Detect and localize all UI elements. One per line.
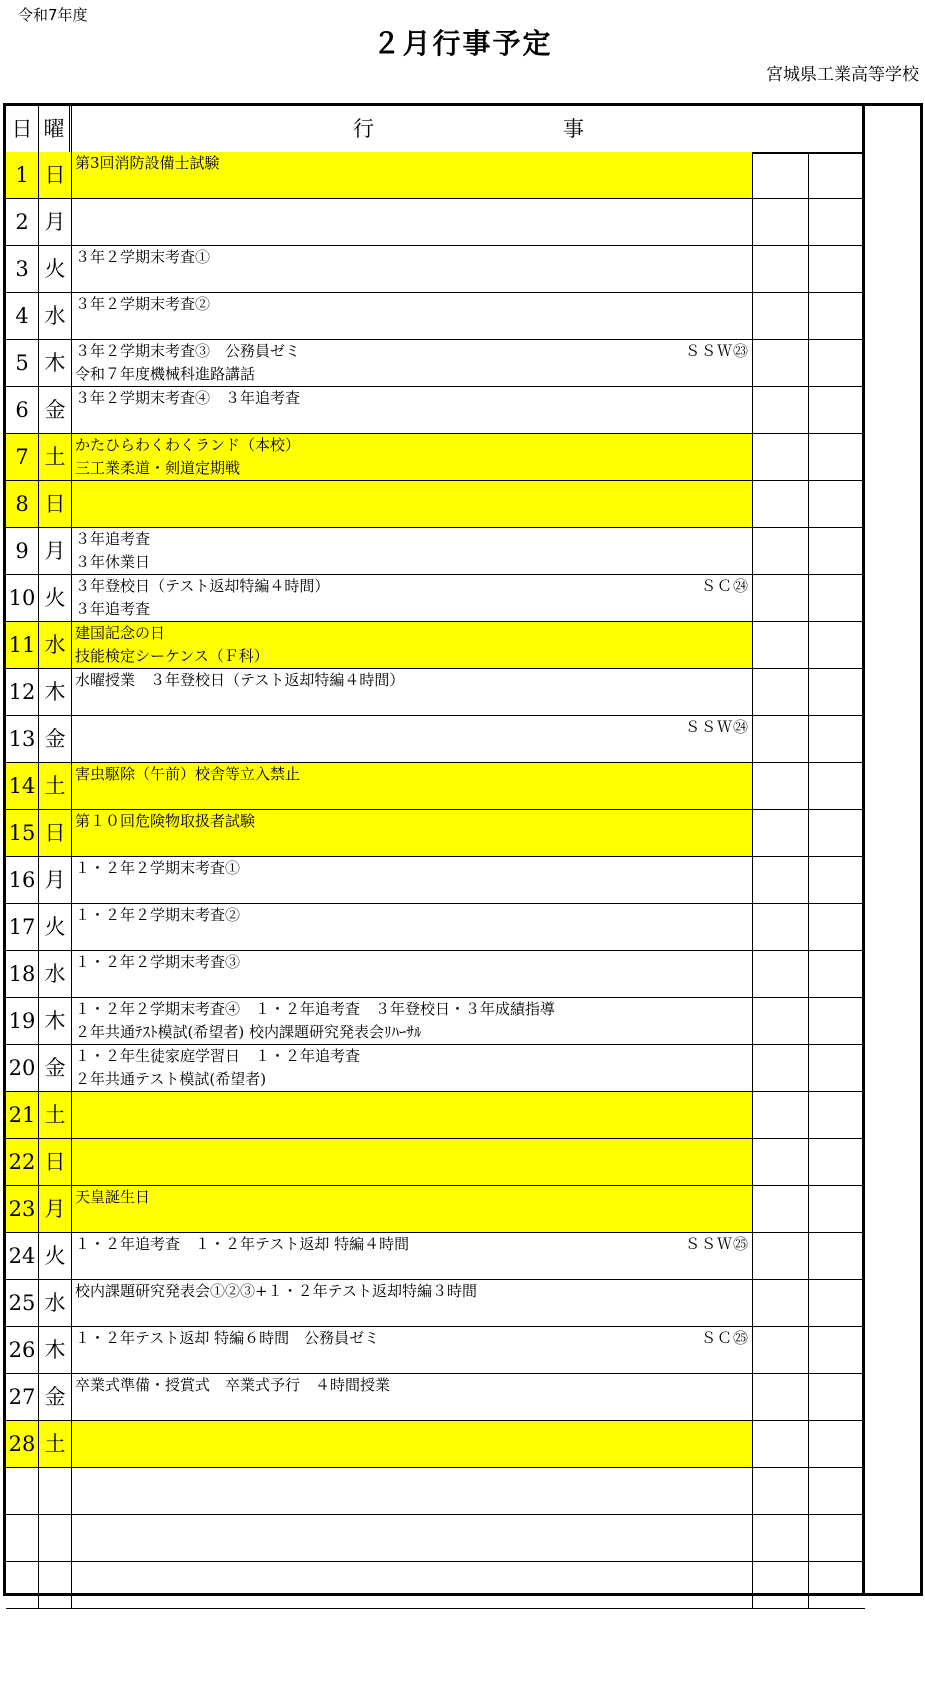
counselor-tag: ＳＣ㉕ <box>700 1329 749 1347</box>
blank-cell <box>753 622 809 668</box>
event-line-1 <box>75 1092 752 1115</box>
blank-cell <box>753 434 809 480</box>
event-cell <box>72 340 753 386</box>
header-events <box>72 106 865 152</box>
event-cell <box>72 1374 753 1420</box>
weekday: 金 <box>39 387 72 433</box>
table-row <box>6 1280 865 1327</box>
event-cell <box>72 1421 753 1467</box>
day-number: 1 <box>6 152 39 198</box>
day-number: 17 <box>6 904 39 950</box>
blank-cell <box>753 481 809 527</box>
event-line-2 <box>75 410 752 433</box>
table-row <box>6 1233 865 1280</box>
event-line-2: ２年共通ﾃｽﾄ模試(希望者) 校内課題研究発表会ﾘﾊｰｻﾙ <box>75 1023 422 1041</box>
counselor-tag: ＳＳＷ㉔ <box>684 718 749 736</box>
blank-cell <box>753 763 809 809</box>
day-number: 23 <box>6 1186 39 1232</box>
blank-cell <box>753 857 809 903</box>
event-cell <box>72 1045 753 1091</box>
table-row <box>6 528 865 575</box>
event-cell <box>72 1186 753 1232</box>
event-line-1 <box>75 1139 752 1162</box>
weekday: 土 <box>39 1092 72 1138</box>
table-row <box>6 199 865 246</box>
event-cell <box>72 1515 753 1561</box>
blank-cell <box>753 1562 809 1608</box>
event-cell <box>72 951 753 997</box>
event-line-2 <box>75 316 752 339</box>
event-line-1: ３年登校日（テスト返却特編４時間） <box>75 577 330 595</box>
event-line-1: ３年２学期末考査③ 公務員ゼミ <box>75 342 301 360</box>
blank-cell <box>753 199 809 245</box>
day-number: 6 <box>6 387 39 433</box>
weekday: 日 <box>39 1139 72 1185</box>
blank-cell <box>753 1515 809 1561</box>
event-line-2 <box>75 974 752 997</box>
event-line-2 <box>75 222 752 245</box>
blank-cell <box>753 669 809 715</box>
weekday: 日 <box>39 481 72 527</box>
day-number: 14 <box>6 763 39 809</box>
blank-cell <box>753 716 809 762</box>
event-cell <box>72 1327 753 1373</box>
event-line-2 <box>75 1115 752 1138</box>
column-divider <box>862 106 865 1593</box>
counselor-tag: ＳＣ㉔ <box>700 577 749 595</box>
event-line-1: ３年２学期末考査② <box>75 295 211 313</box>
weekday: 火 <box>39 1233 72 1279</box>
blank-cell <box>753 1421 809 1467</box>
blank-cell <box>753 246 809 292</box>
event-cell <box>72 199 753 245</box>
table-row <box>6 293 865 340</box>
day-number: 13 <box>6 716 39 762</box>
event-line-2 <box>75 1209 752 1232</box>
event-line-1: 建国記念の日 <box>75 624 166 642</box>
weekday: 土 <box>39 763 72 809</box>
table-row <box>6 152 865 199</box>
event-line-2: 三工業柔道・剣道定期戦 <box>75 459 241 477</box>
event-cell <box>72 246 753 292</box>
event-line-1: ３年２学期末考査① <box>75 248 211 266</box>
event-line-2 <box>75 1397 752 1420</box>
table-row <box>6 1139 865 1186</box>
blank-cell <box>753 1233 809 1279</box>
blank-cell <box>753 1092 809 1138</box>
event-line-2 <box>75 692 752 715</box>
blank-cell <box>753 998 809 1044</box>
event-line-2: 令和７年度機械科進路講話 <box>75 365 256 383</box>
event-cell <box>72 904 753 950</box>
event-line-2 <box>75 1256 752 1279</box>
event-line-2 <box>75 269 752 292</box>
weekday: 水 <box>39 1280 72 1326</box>
event-line-2 <box>75 1585 752 1608</box>
event-line-1: 第１０回危険物取扱者試験 <box>75 812 256 830</box>
event-line-1 <box>75 716 752 739</box>
table-row <box>6 1186 865 1233</box>
event-cell <box>72 763 753 809</box>
table-row <box>6 857 865 904</box>
table-row <box>6 763 865 810</box>
day-number: 26 <box>6 1327 39 1373</box>
day-number <box>6 1562 39 1608</box>
table-row <box>6 1374 865 1421</box>
event-cell <box>72 1468 753 1514</box>
table-row <box>6 1092 865 1139</box>
weekday: 水 <box>39 293 72 339</box>
weekday: 日 <box>39 152 72 198</box>
blank-cell <box>753 1139 809 1185</box>
event-line-2 <box>75 1491 752 1514</box>
table-row <box>6 904 865 951</box>
blank-cell <box>753 340 809 386</box>
table-row <box>6 1327 865 1374</box>
weekday: 金 <box>39 1045 72 1091</box>
day-number: 9 <box>6 528 39 574</box>
day-number: 4 <box>6 293 39 339</box>
table-row <box>6 1045 865 1092</box>
header-events-part1: 行 <box>353 117 374 141</box>
event-line-2 <box>75 1350 752 1373</box>
day-number: 11 <box>6 622 39 668</box>
school-name: 宮城県工業高等学校 <box>766 65 919 85</box>
day-number: 19 <box>6 998 39 1044</box>
event-line-1: かたひらわくわくランド（本校） <box>75 436 301 454</box>
event-line-2: 技能検定シーケンス（Ｆ科） <box>75 647 269 665</box>
table-row <box>6 387 865 434</box>
table-row <box>6 434 865 481</box>
day-number <box>6 1515 39 1561</box>
event-line-1 <box>75 1515 752 1538</box>
event-line-1 <box>75 481 752 504</box>
event-cell <box>72 669 753 715</box>
counselor-tag: ＳＳＷ㉓ <box>684 342 749 360</box>
event-cell <box>72 293 753 339</box>
event-line-1: ３年２学期末考査④ ３年追考査 <box>75 389 301 407</box>
weekday: 土 <box>39 434 72 480</box>
table-row <box>6 481 865 528</box>
event-line-1: １・２年２学期末考査② <box>75 906 241 924</box>
event-cell <box>72 528 753 574</box>
weekday: 木 <box>39 669 72 715</box>
table-row <box>6 340 865 387</box>
page-title: ２月行事予定 <box>372 27 553 60</box>
day-number: 22 <box>6 1139 39 1185</box>
header-events-part2: 事 <box>563 117 584 141</box>
blank-cell <box>753 1327 809 1373</box>
day-number: 28 <box>6 1421 39 1467</box>
day-number: 7 <box>6 434 39 480</box>
table-row <box>6 622 865 669</box>
table-row <box>6 1562 865 1609</box>
weekday: 月 <box>39 199 72 245</box>
day-number: 2 <box>6 199 39 245</box>
counselor-tag: ＳＳＷ㉕ <box>684 1235 749 1253</box>
day-number: 16 <box>6 857 39 903</box>
event-cell <box>72 622 753 668</box>
event-cell <box>72 152 753 198</box>
table-row <box>6 1515 865 1562</box>
event-line-1: １・２年テスト返却 特編６時間 公務員ゼミ <box>75 1329 380 1347</box>
event-cell <box>72 716 753 762</box>
weekday <box>39 1468 72 1514</box>
event-line-2 <box>75 739 752 762</box>
blank-cell <box>753 1045 809 1091</box>
weekday: 火 <box>39 575 72 621</box>
blank-cell <box>753 575 809 621</box>
event-line-1: 卒業式準備・授賞式 卒業式予行 ４時間授業 <box>75 1376 391 1394</box>
event-cell <box>72 575 753 621</box>
day-number: 25 <box>6 1280 39 1326</box>
table-row <box>6 810 865 857</box>
table-row <box>6 1421 865 1468</box>
event-line-1 <box>75 1468 752 1491</box>
event-cell <box>72 810 753 856</box>
weekday: 火 <box>39 246 72 292</box>
weekday: 土 <box>39 1421 72 1467</box>
table-row <box>6 246 865 293</box>
day-number: 8 <box>6 481 39 527</box>
event-line-2: ３年休業日 <box>75 553 151 571</box>
table-row <box>6 575 865 622</box>
event-cell <box>72 857 753 903</box>
blank-cell <box>753 810 809 856</box>
blank-cell <box>753 1280 809 1326</box>
event-cell <box>72 1139 753 1185</box>
weekday: 金 <box>39 1374 72 1420</box>
event-line-2 <box>75 1303 752 1326</box>
day-number: 20 <box>6 1045 39 1091</box>
blank-cell <box>753 951 809 997</box>
table-row <box>6 716 865 763</box>
blank-cell <box>753 904 809 950</box>
header-day: 日 <box>6 106 39 152</box>
event-line-2 <box>75 1444 752 1467</box>
event-line-2 <box>75 1162 752 1185</box>
event-line-1: 校内課題研究発表会①②③+１・２年テスト返却特編３時間 <box>75 1282 477 1300</box>
event-cell <box>72 1280 753 1326</box>
weekday: 月 <box>39 857 72 903</box>
day-number: 3 <box>6 246 39 292</box>
day-number: 21 <box>6 1092 39 1138</box>
table-row <box>6 1468 865 1515</box>
table-row <box>6 951 865 998</box>
event-line-2 <box>75 1538 752 1561</box>
event-line-1: １・２年２学期末考査④ １・２年追考査 ３年登校日・３年成績指導 <box>75 1000 556 1018</box>
weekday: 月 <box>39 528 72 574</box>
event-line-2 <box>75 927 752 950</box>
weekday: 木 <box>39 1327 72 1373</box>
event-cell <box>72 1562 753 1608</box>
weekday: 水 <box>39 951 72 997</box>
event-cell <box>72 1233 753 1279</box>
day-number: 27 <box>6 1374 39 1420</box>
event-line-1: 第3回消防設備士試験 <box>75 154 220 172</box>
day-number: 5 <box>6 340 39 386</box>
event-line-2 <box>75 175 752 198</box>
weekday: 金 <box>39 716 72 762</box>
event-line-1 <box>75 1562 752 1585</box>
blank-cell <box>753 1468 809 1514</box>
event-line-1: １・２年２学期末考査③ <box>75 953 241 971</box>
weekday: 木 <box>39 340 72 386</box>
event-line-2 <box>75 504 752 527</box>
weekday: 月 <box>39 1186 72 1232</box>
day-number <box>6 1468 39 1514</box>
event-cell <box>72 481 753 527</box>
weekday: 日 <box>39 810 72 856</box>
event-line-2 <box>75 786 752 809</box>
blank-cell <box>753 293 809 339</box>
event-cell <box>72 1092 753 1138</box>
event-line-1: １・２年追考査 １・２年テスト返却 特編４時間 <box>75 1235 410 1253</box>
table-row <box>6 998 865 1045</box>
event-cell <box>72 434 753 480</box>
event-line-2 <box>75 880 752 903</box>
event-line-1: 水曜授業 ３年登校日（テスト返却特編４時間） <box>75 671 405 689</box>
event-line-1: 天皇誕生日 <box>75 1188 151 1206</box>
weekday <box>39 1562 72 1608</box>
day-number: 15 <box>6 810 39 856</box>
era-label: 令和7年度 <box>18 6 88 24</box>
header-weekday: 曜 <box>39 106 72 152</box>
weekday <box>39 1515 72 1561</box>
event-line-1: １・２年２学期末考査① <box>75 859 241 877</box>
event-line-1: １・２年生徒家庭学習日 １・２年追考査 <box>75 1047 361 1065</box>
blank-cell <box>753 152 809 198</box>
blank-cell <box>753 528 809 574</box>
day-number: 12 <box>6 669 39 715</box>
weekday: 木 <box>39 998 72 1044</box>
blank-cell <box>753 387 809 433</box>
day-number: 24 <box>6 1233 39 1279</box>
event-line-1: 害虫駆除（午前）校舎等立入禁止 <box>75 765 301 783</box>
blank-cell <box>753 1374 809 1420</box>
schedule-table <box>3 103 923 1596</box>
table-header <box>6 106 865 154</box>
event-cell <box>72 998 753 1044</box>
blank-cell <box>753 1186 809 1232</box>
day-number: 18 <box>6 951 39 997</box>
event-line-1: ３年追考査 <box>75 530 151 548</box>
event-line-1 <box>75 1421 752 1444</box>
event-line-1 <box>75 199 752 222</box>
event-line-2 <box>75 833 752 856</box>
day-number: 10 <box>6 575 39 621</box>
event-line-2: ２年共通テスト模試(希望者) <box>75 1070 267 1088</box>
table-row <box>6 669 865 716</box>
weekday: 水 <box>39 622 72 668</box>
event-cell <box>72 387 753 433</box>
event-line-2: ３年追考査 <box>75 600 151 618</box>
weekday: 火 <box>39 904 72 950</box>
